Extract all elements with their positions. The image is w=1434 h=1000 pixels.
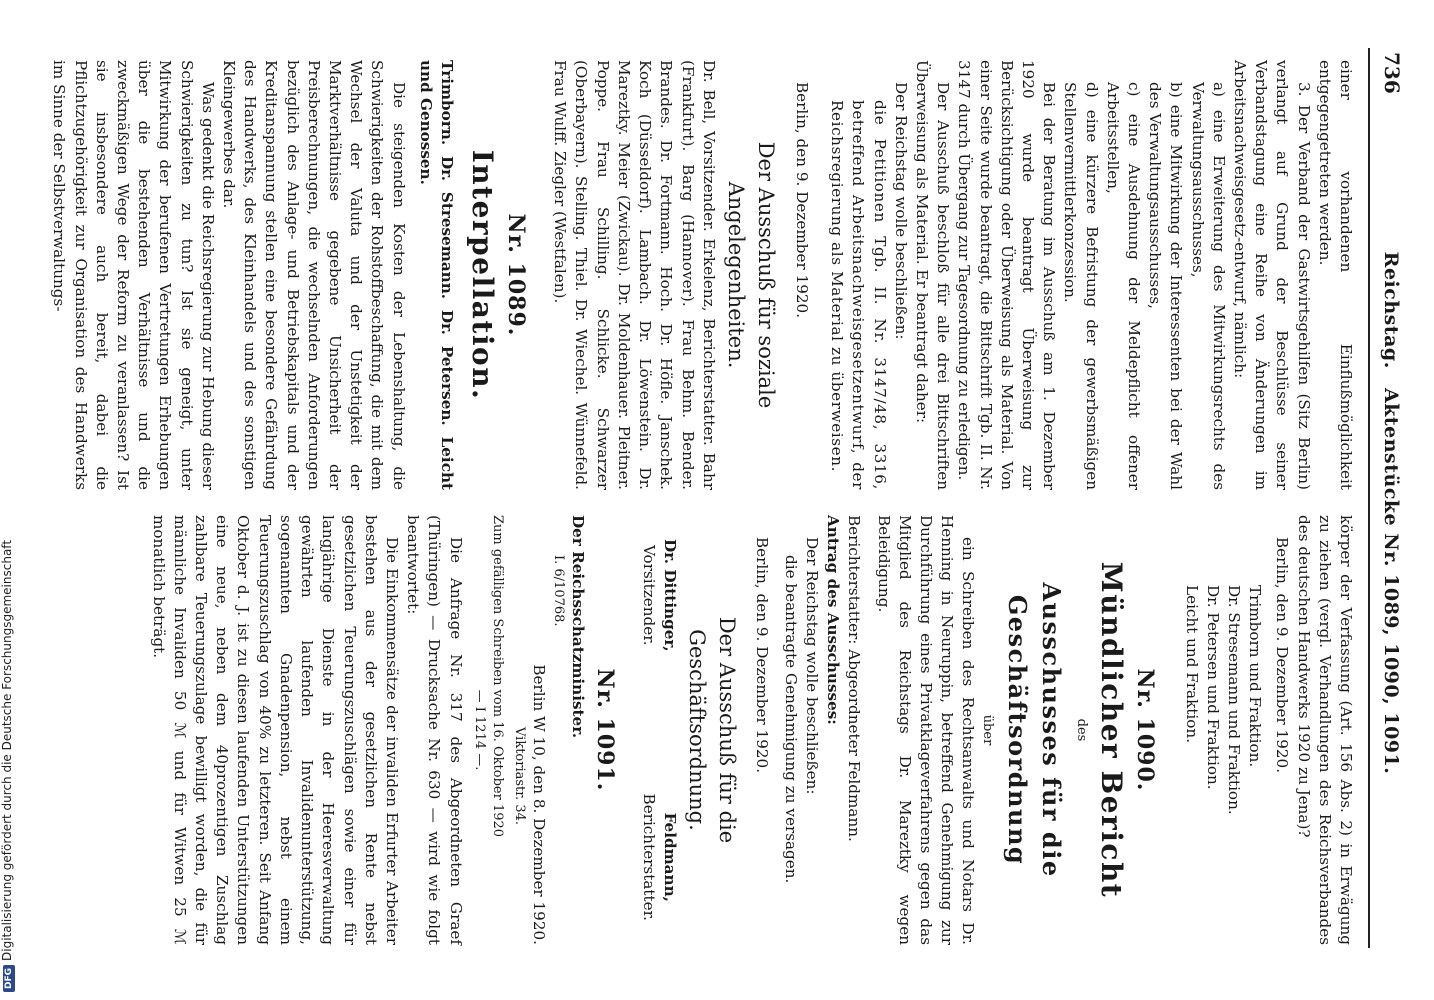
rapporteur-line: Berichterstatter: Abgeordneter Feldmann.	[845, 515, 864, 842]
reference-letter: Zum gefälligen Schreiben vom 16. Oktober 1920	[489, 515, 505, 838]
paragraph-ausschuss: Der Ausschuß beschloß für alle drei Bittschriften Überweisung als Material. Er beantragt daher:	[912, 60, 953, 490]
date-line: Berlin, den 9. Dezember 1920.	[792, 82, 811, 319]
paragraph-anfrage: Die Anfrage Nr. 317 des Abgeordneten Graef (Thüringen) — Drucksache Nr. 630 — wird wie folgt beantwortet:	[404, 515, 465, 945]
date-line-1: Berlin, den 9. Dezember 1920.	[1273, 537, 1292, 774]
paragraph-intro: einer vorhandenen Einflußmöglichkeit entgegengetreten werden.	[1315, 60, 1355, 490]
street-line: Viktoriastr. 34.	[511, 727, 527, 825]
signatures	[1180, 515, 1265, 945]
committee-signatures	[638, 515, 680, 945]
chair-name: Dr. Dittinger,	[661, 539, 680, 652]
report-title: Mündlicher Bericht	[1095, 561, 1129, 899]
committee-title-2: Der Ausschuß für die Geschäftsordnung.	[685, 616, 740, 844]
page-header	[1368, 48, 1404, 948]
committee-motion-2: die beantragte Genehmigung zu versagen.	[781, 555, 800, 884]
report-ueber: über	[980, 714, 996, 746]
paragraph-continued: körper der Verfassung (Art. 156 Abs. 2) in Erwägung zu ziehen (vergl. Verhandlungen des Reichsverbandes des deutschen Handwerks 1920 zu Jena)?	[1294, 515, 1355, 945]
list-item-b: b) eine Mitwirkung der Interessenten bei der Wahl des Verwaltungsausschusses,	[1146, 82, 1186, 490]
digitization-note-text: Digitalisierung gefördert durch die Deutsche Forschungsgemeinschaft	[0, 539, 14, 961]
committee-motion-1: Der Reichstag wolle beschließen:	[802, 537, 821, 795]
paragraph-interp-1: Die steigenden Kosten der Lebenshaltung, die Schwierigkeiten der Rohstoffbeschaffung, die mit dem Wechsel der Valuta und der Unstetigkeit der Marktverhältnisse gegebene Unsicherheit der Preisberechnungen, die wechselnden Anforderungen bezüglich des Anlage- und Betriebskapitals und der Kreditanspannung stellen eine besondere Gefährdung des Handwerks, des Kleinhandels und des sonstigen Kleingewerbes dar.	[220, 60, 408, 490]
signature-trimborn: Trimborn und Fraktion.	[1246, 585, 1265, 768]
page-number: 736	[1380, 52, 1404, 94]
report-des: des	[1074, 718, 1090, 742]
place-date-line: Berlin W 10, den 8. Dezember 1920.	[529, 664, 548, 945]
paragraph-antrag: Der Reichstag wolle beschließen:	[891, 82, 910, 340]
list-item-c: c) eine Ausdehnung der Meldepflicht offener Arbeitsstellen,	[1103, 82, 1143, 490]
signature-stresemann: Dr. Stresemann und Fraktion.	[1224, 585, 1243, 815]
chair-block	[638, 539, 680, 652]
doc-number-1089: Nr. 1089.	[503, 213, 530, 337]
right-column	[147, 515, 1356, 945]
list-item-d: d) eine kürzere Befristung der gewerbsmäßigen Stellenvermittlerkonzession.	[1061, 82, 1101, 490]
paragraph-3: 3. Der Verband der Gastwirtsgehilfen (Sitz Berlin) verlangt auf Grund der Beschlüsse seiner Verbandstagung eine Reihe von Änderungen im Arbeitsnachweisgesetz-entwurf, nämlich:	[1230, 60, 1313, 490]
committee-motion-title: Antrag des Ausschusses:	[824, 515, 843, 725]
running-title-left: Reichstag.	[1380, 251, 1402, 369]
paragraph-rent: Die Einkommensätze der invaliden Erfurter Arbeiter bestehen aus der gesetzlichen Rente nebst gesetzlichen Teuerungszuschlägen sowie einer für langjährige Dienste in der Heeresverwaltung gewährten laufenden Invalidenunterstützung, sogenannten Gnadenpension, nebst einem Teuerungszuschlag von 40% zu letzteren. Seit Anfang Oktober d. J. ist zu diesen laufenden Unterstützungen eine neue, neben dem 40prozentigen Zuschlag zahlbare Teuerungszulage bewilligt worden, die für männliche Invaliden 50 ℳ und für Witwen 25 ℳ monatlich beträgt.	[149, 515, 401, 945]
committee-title: Der Ausschuß für soziale Angelegenheiten.	[723, 141, 778, 409]
running-title-right: Aktenstücke Nr. 1089, 1090, 1091.	[1380, 387, 1402, 775]
chair-role: Vorsitzender.	[640, 544, 659, 646]
report-committee: Ausschusses für die Geschäftsordnung	[1003, 582, 1067, 878]
rapporteur-block	[638, 794, 680, 921]
minister-line: Der Reichsschatzminister.	[568, 515, 587, 739]
rapporteur-name: Feldmann,	[661, 812, 680, 902]
reference-number: I. 6/10768.	[550, 555, 566, 627]
dfg-logo-icon: DFG	[3, 965, 15, 992]
signature-leicht: Leicht und Fraktion.	[1182, 585, 1201, 744]
paragraph-interp-2: Was gedenkt die Reichsregierung zur Hebung dieser Schwierigkeiten zu tun? Ist sie geneigt, unter Mitwirkung der berufenen Vertretungen Erhebungen über die bestehenden Verhältnisse und die zweckmäßigen Wege der Reform zu veranlassen? Ist sie insbesondere auch bereit, dabei die Pflichtzugehörigkeit zur Organisation des Handwerks im Sinne der Selbstverwaltungs-	[50, 60, 217, 490]
signature-petersen: Dr. Petersen und Fraktion.	[1203, 585, 1222, 790]
list-item-a: a) eine Erweiterung des Mitwirkungsrechts des Verwaltungsausschusses,	[1188, 82, 1228, 490]
reference-letter-number: — I 1214 —.	[471, 689, 487, 771]
paragraph-schreiben: ein Schreiben des Rechtsanwalts und Notars Dr. Henning in Neuruppin, betreffend Genehmigung zur Durchführung eines Privatklageverfahrens gegen das Mitglied des Reichstags Dr. Mareztky wegen Beleidigung.	[874, 515, 978, 945]
paragraph-antrag-body: die Petitionen Tgb. II. Nr. 3147/48, 3316, betreffend Arbeitsnachweisgesetzentwurf, der Reichsregierung als Material zu überweisen.	[828, 100, 889, 490]
interpellation-title: Interpellation.	[466, 149, 500, 401]
signers-line: Trimborn. Dr. Stresemann. Dr. Petersen. Leicht und Genossen.	[416, 60, 457, 490]
running-title	[1380, 138, 1402, 888]
digitization-note	[0, 540, 15, 992]
paragraph-beratung: Bei der Beratung im Ausschuß am 1. Dezember 1920 wurde beantragt Überweisung zur Berücksichtigung oder Überweisung als Material. Von einer Seite wurde beantragt, die Bittschrift Tgb. II. Nr. 3147 durch Übergang zur Tagesordnung zu erledigen.	[955, 60, 1059, 490]
rapporteur-role: Berichterstatter.	[640, 793, 659, 921]
doc-number-1091: Nr. 1091.	[591, 668, 618, 792]
left-column	[48, 60, 1356, 490]
date-line-2: Berlin, den 9. Dezember 1920.	[752, 537, 771, 774]
committee-members: Dr. Bell, Vorsitzender. Erkelenz, Berichterstatter. Bahr (Frankfurt). Barg (Hannover). Frau Behm. Bender. Brandes. Dr. Fortmann. Hoch. Dr. Höfle. Janschek. Koch (Düsseldorf). Lambach. Dr. Löwenstein. Dr. Mareztky. Meier (Zwickau). Dr. Moldenhauer. Pleitner. Poppe. Frau Schilling. Schlicke. Schwarzer (Oberbayern). Stelling. Thiel. Dr. Wiechel. Wünnefeld. Frau Wulff. Ziegler (Westfalen).	[551, 60, 718, 490]
doc-number-1090: Nr. 1090.	[1132, 668, 1159, 792]
